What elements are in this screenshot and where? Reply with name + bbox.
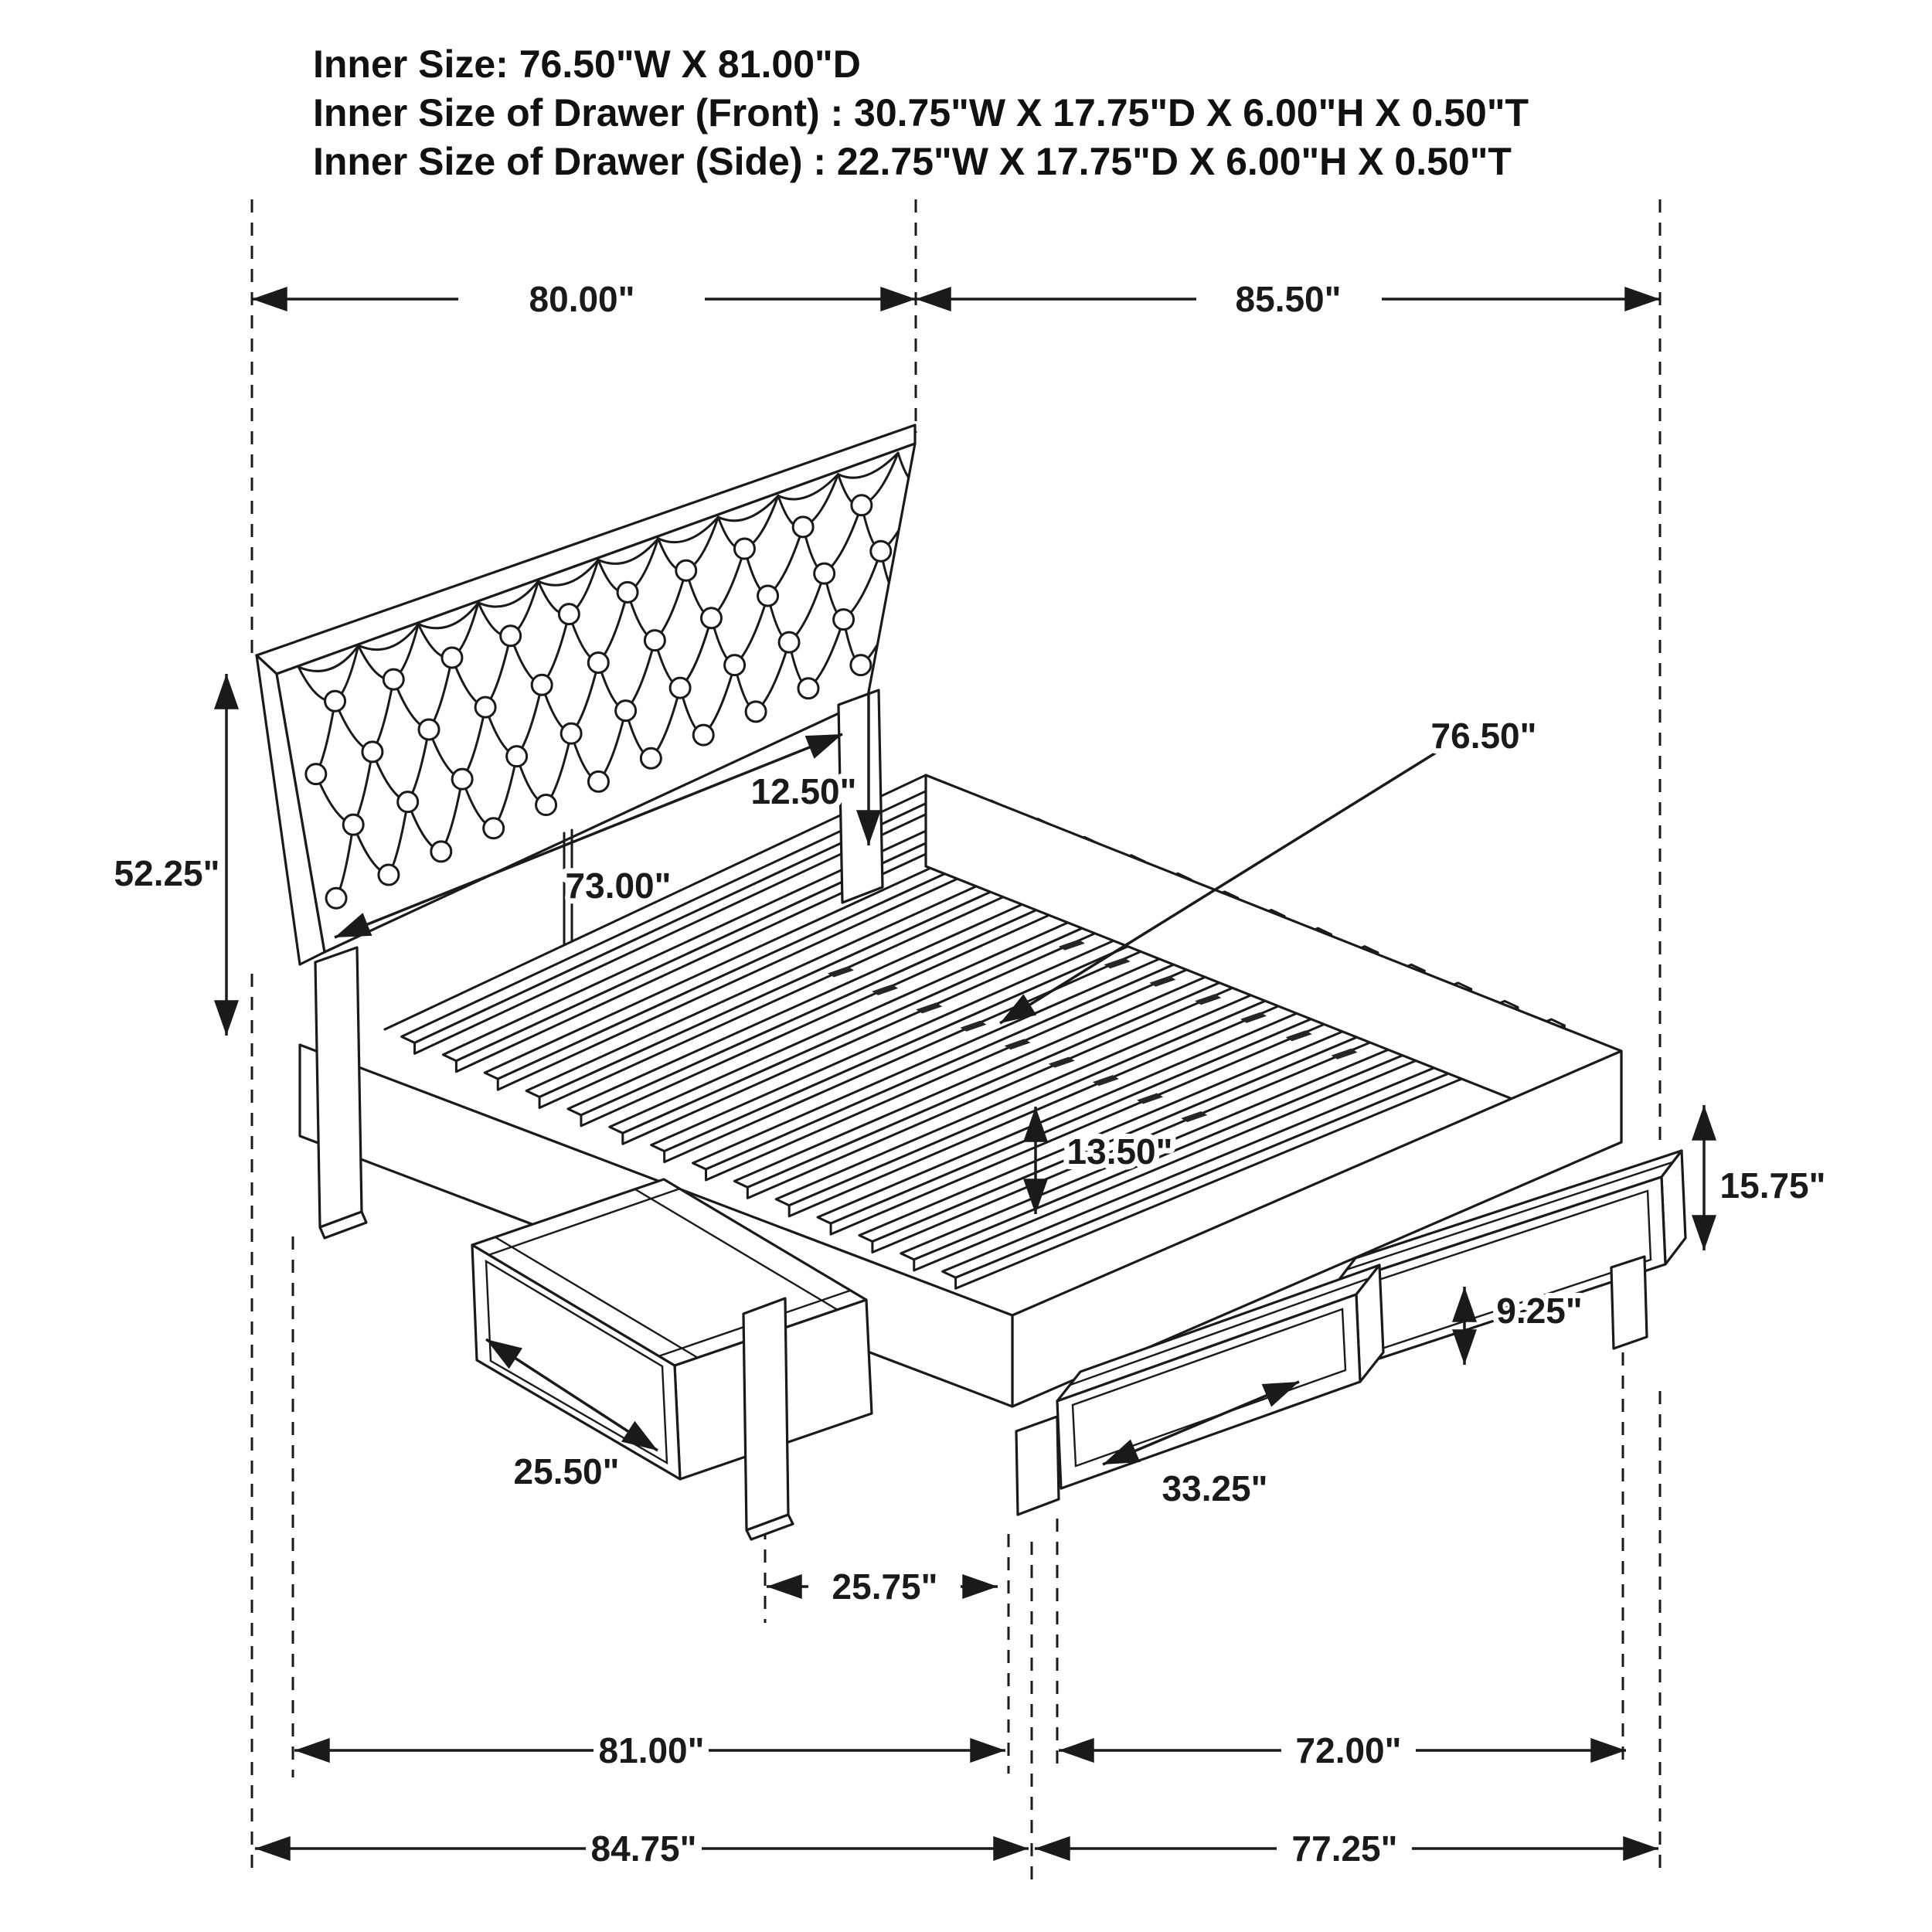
leg-center-front — [1016, 1417, 1059, 1515]
dim-label-80-00: 80.00" — [529, 279, 635, 319]
dim-label-25-50: 25.50" — [513, 1451, 620, 1492]
dimension-inner-depth-81 — [294, 1730, 1005, 1770]
dimension-overall-depth-855 — [916, 279, 1660, 319]
dim-label-25-75: 25.75" — [832, 1566, 938, 1607]
dimension-headboard-height-5225 — [114, 674, 226, 1036]
leg-left-front — [743, 1298, 788, 1530]
dimension-headboard-width-80 — [252, 279, 916, 319]
drawer-side-left — [472, 1179, 872, 1479]
dim-label-12-50: 12.50" — [750, 771, 857, 811]
spec-header — [313, 43, 1529, 183]
dim-label-15-75: 15.75" — [1719, 1165, 1826, 1206]
dim-label-33-25: 33.25" — [1162, 1468, 1268, 1509]
dim-label-9-25: 9.25" — [1496, 1291, 1583, 1331]
dim-label-73-00: 73.00" — [565, 866, 672, 906]
dim-label-52-25: 52.25" — [114, 853, 220, 893]
dimension-frame-height-1575 — [1704, 1105, 1825, 1250]
leg-under-right-drawer — [1611, 1257, 1647, 1349]
spec-drawer-front: Inner Size of Drawer (Front) : 30.75"W X 17.75"D X 6.00"H X 0.50"T — [313, 91, 1529, 134]
dimension-overall-7725 — [1035, 1828, 1658, 1869]
dimension-leg-span-2575 — [767, 1566, 998, 1607]
dim-label-77-25: 77.25" — [1291, 1828, 1398, 1869]
dim-label-72-00: 72.00" — [1295, 1730, 1402, 1770]
dim-label-85-50: 85.50" — [1235, 279, 1342, 319]
dim-label-84-75: 84.75" — [590, 1828, 697, 1869]
dimension-overall-8475 — [255, 1828, 1029, 1869]
dim-label-13-50: 13.50" — [1066, 1131, 1173, 1172]
bed-drawing — [257, 425, 1685, 1539]
spec-drawer-side: Inner Size of Drawer (Side) : 22.75"W X 17.75"D X 6.00"H X 0.50"T — [313, 140, 1512, 183]
dim-label-81-00: 81.00" — [598, 1730, 705, 1770]
dimension-foot-span-72 — [1059, 1730, 1626, 1770]
spec-inner-size: Inner Size: 76.50"W X 81.00"D — [313, 43, 861, 86]
dim-label-76-50: 76.50" — [1430, 716, 1537, 756]
headboard-leg-left — [315, 947, 362, 1227]
